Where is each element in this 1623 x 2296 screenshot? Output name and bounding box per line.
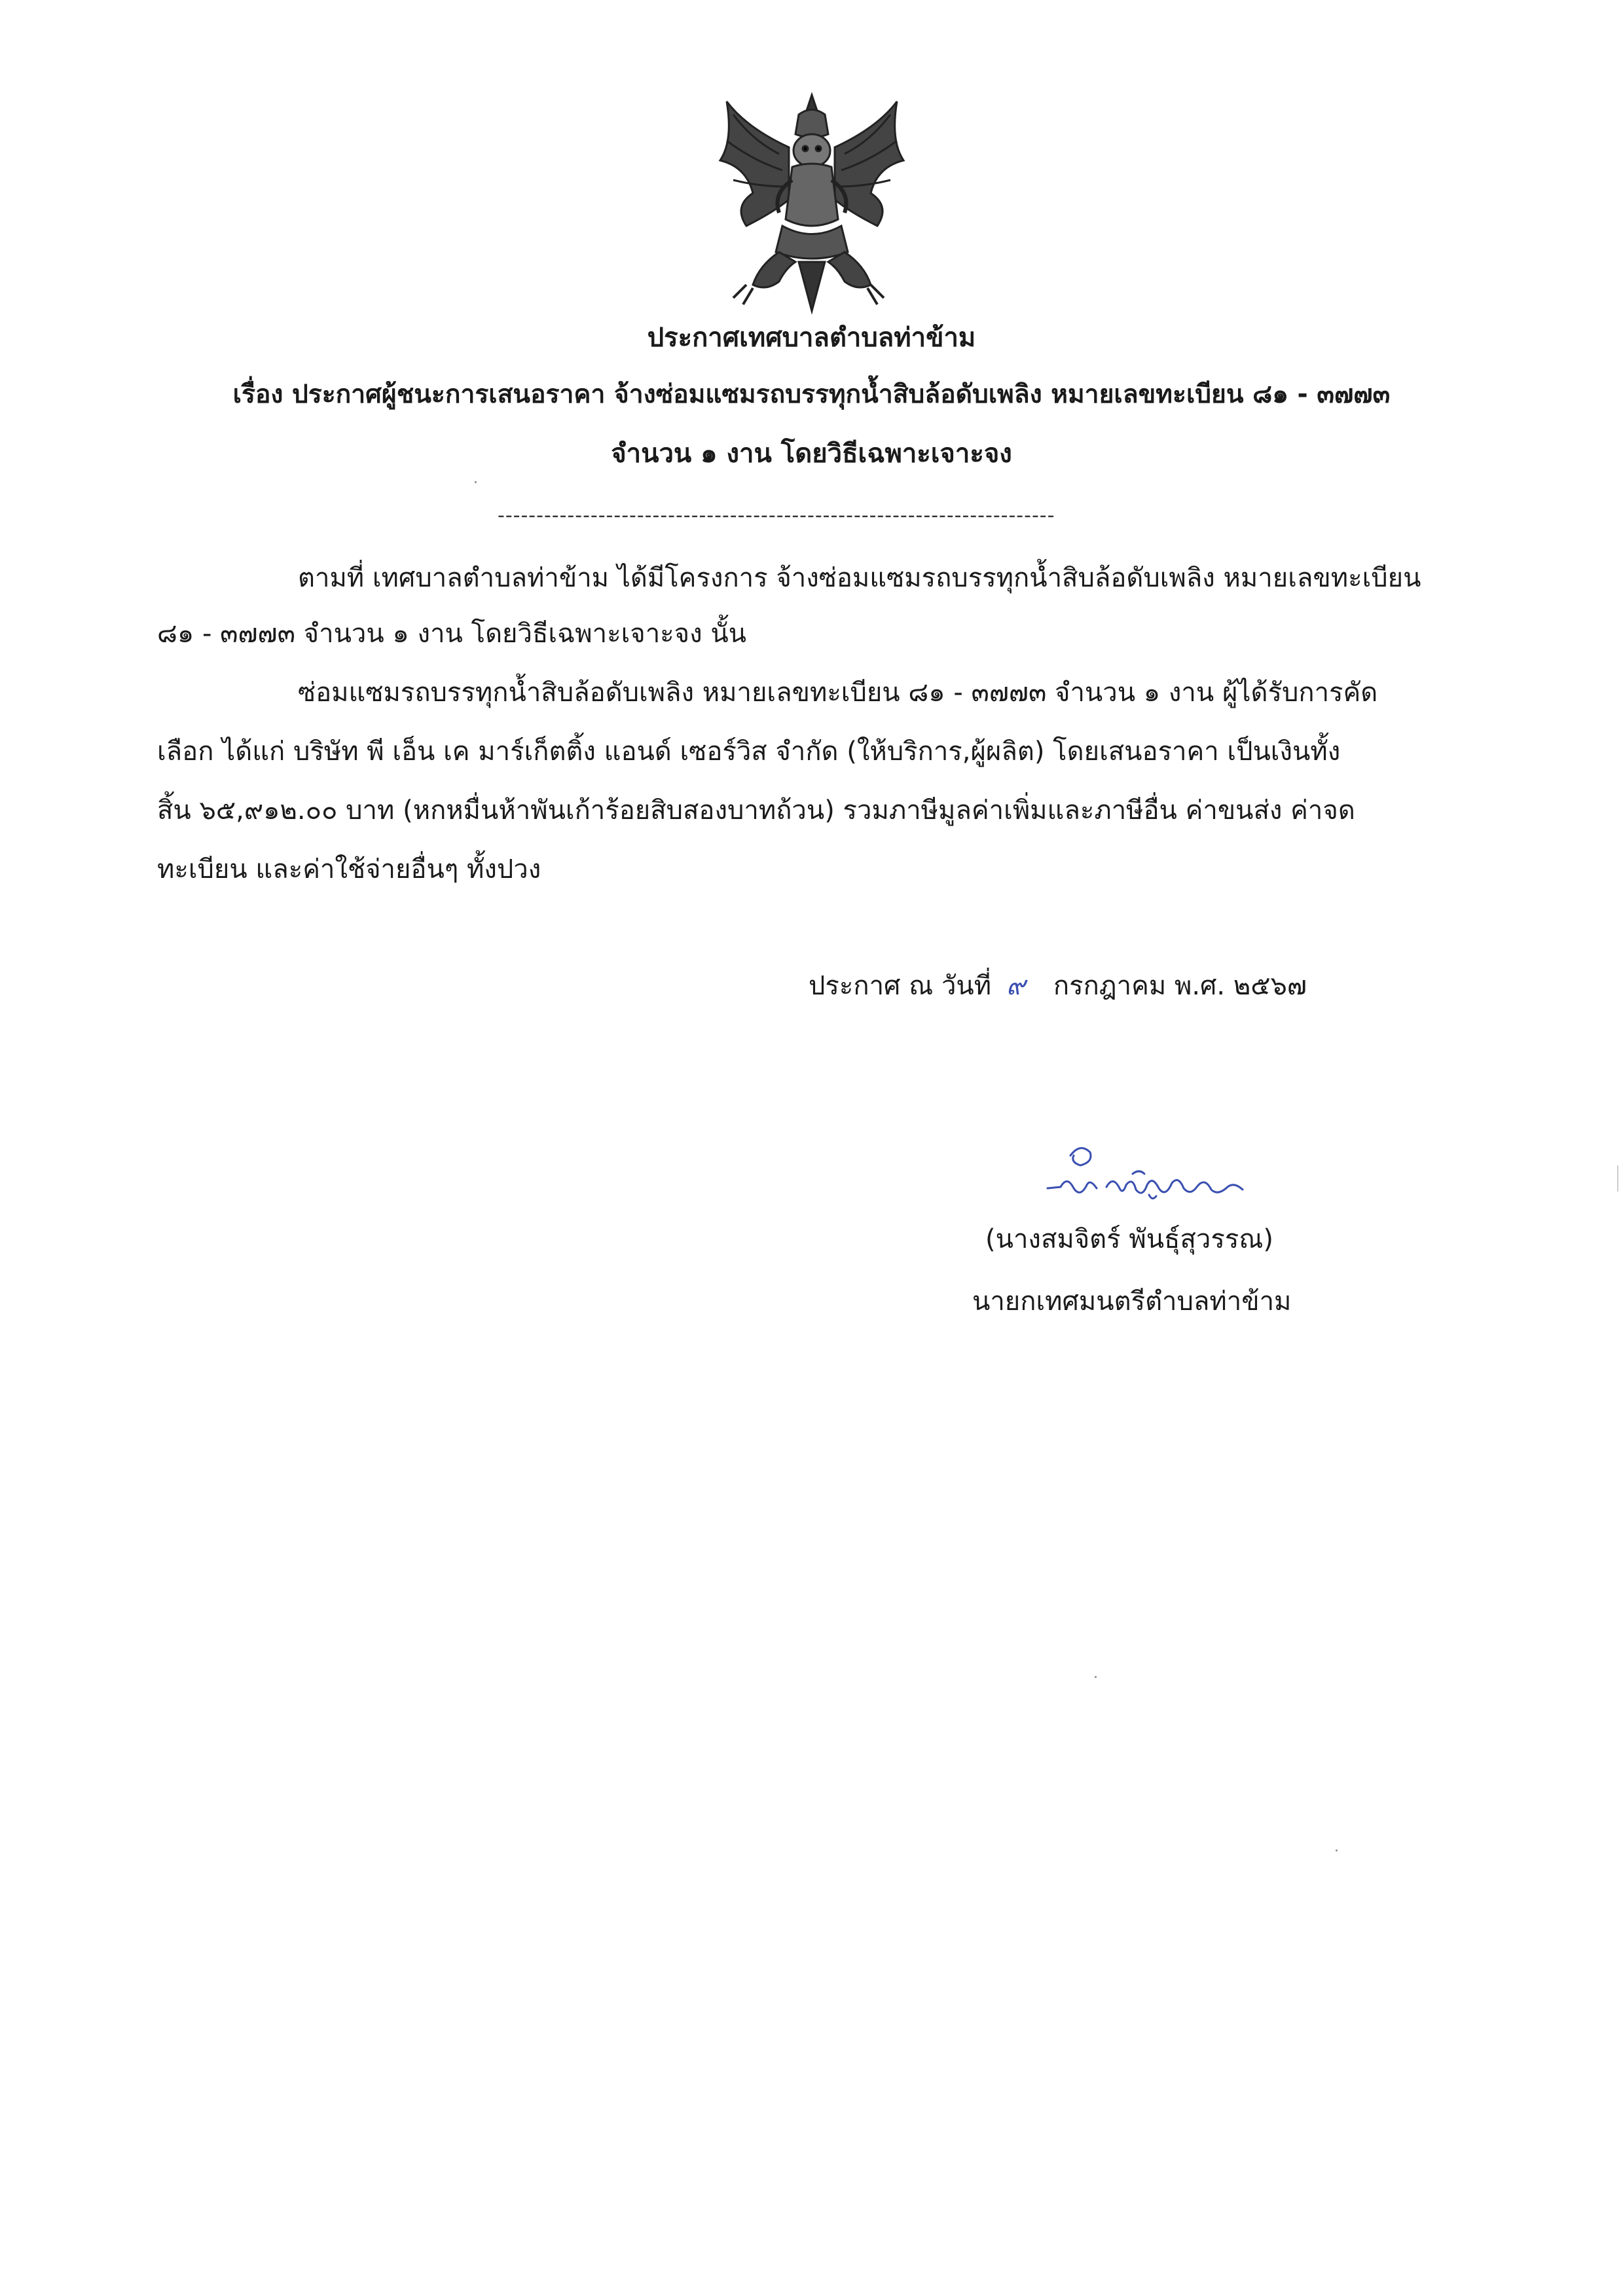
scan-edge-mark: [1617, 1165, 1618, 1192]
scan-speck: [475, 481, 477, 483]
date-month-year: กรกฎาคม พ.ศ. ๒๕๖๗: [1053, 971, 1307, 1001]
handwritten-signature: [1034, 1136, 1257, 1208]
body-paragraph-2-line-3: สิ้น ๖๕,๙๑๒.๐๐ บาท (หกหมื่นห้าพันเก้าร้อยสิบสองบาทถ้วน) รวมภาษีมูลค่าเพิ่มและภาษีอื่น ค่าขนส่ง ค่าจด: [157, 795, 1355, 826]
scan-speck: [1095, 1676, 1097, 1678]
announcement-date: [809, 968, 1307, 1004]
signatory-name: (นางสมจิตร์ พันธุ์สุวรรณ): [985, 1224, 1274, 1254]
announcement-subject-continued: จำนวน ๑ งาน โดยวิธีเฉพาะเจาะจง: [611, 439, 1012, 469]
announcement-subject: เรื่อง ประกาศผู้ชนะการเสนอราคา จ้างซ่อมแซมรถบรรทุกน้ำสิบล้อดับเพลิง หมายเลขทะเบียน ๘๑ - ๓๗๗๓: [232, 380, 1391, 409]
date-day-handwritten: ๙: [1006, 971, 1026, 1001]
body-paragraph-2-line-1: ซ่อมแซมรถบรรทุกน้ำสิบล้อดับเพลิง หมายเลขทะเบียน ๘๑ - ๓๗๗๓ จำนวน ๑ งาน ผู้ได้รับการคัด: [298, 678, 1378, 708]
scan-speck: [1336, 1850, 1338, 1851]
divider-line: ------------------------------------------------------------------------: [498, 504, 1055, 527]
body-paragraph-1-line-1: ตามที่ เทศบาลตำบลท่าข้าม ได้มีโครงการ จ้างซ่อมแซมรถบรรทุกน้ำสิบล้อดับเพลิง หมายเลขทะเบียน: [298, 563, 1421, 593]
garuda-emblem-icon: [707, 88, 917, 318]
announcement-title: ประกาศเทศบาลตำบลท่าข้าม: [647, 323, 976, 353]
signatory-position: นายกเทศมนตรีตำบลท่าข้าม: [972, 1286, 1292, 1317]
body-paragraph-1-line-2: ๘๑ - ๓๗๗๓ จำนวน ๑ งาน โดยวิธีเฉพาะเจาะจง นั้น: [157, 619, 747, 649]
body-paragraph-2-line-4: ทะเบียน และค่าใช้จ่ายอื่นๆ ทั้งปวง: [157, 854, 541, 884]
body-paragraph-2-line-2: เลือก ได้แก่ บริษัท พี เอ็น เค มาร์เก็ตติ้ง แอนด์ เซอร์วิส จำกัด (ให้บริการ,ผู้ผลิต) โดยเสนอราคา เป็นเงินทั้ง: [157, 737, 1341, 767]
date-prefix: ประกาศ ณ วันที่: [809, 971, 992, 1001]
